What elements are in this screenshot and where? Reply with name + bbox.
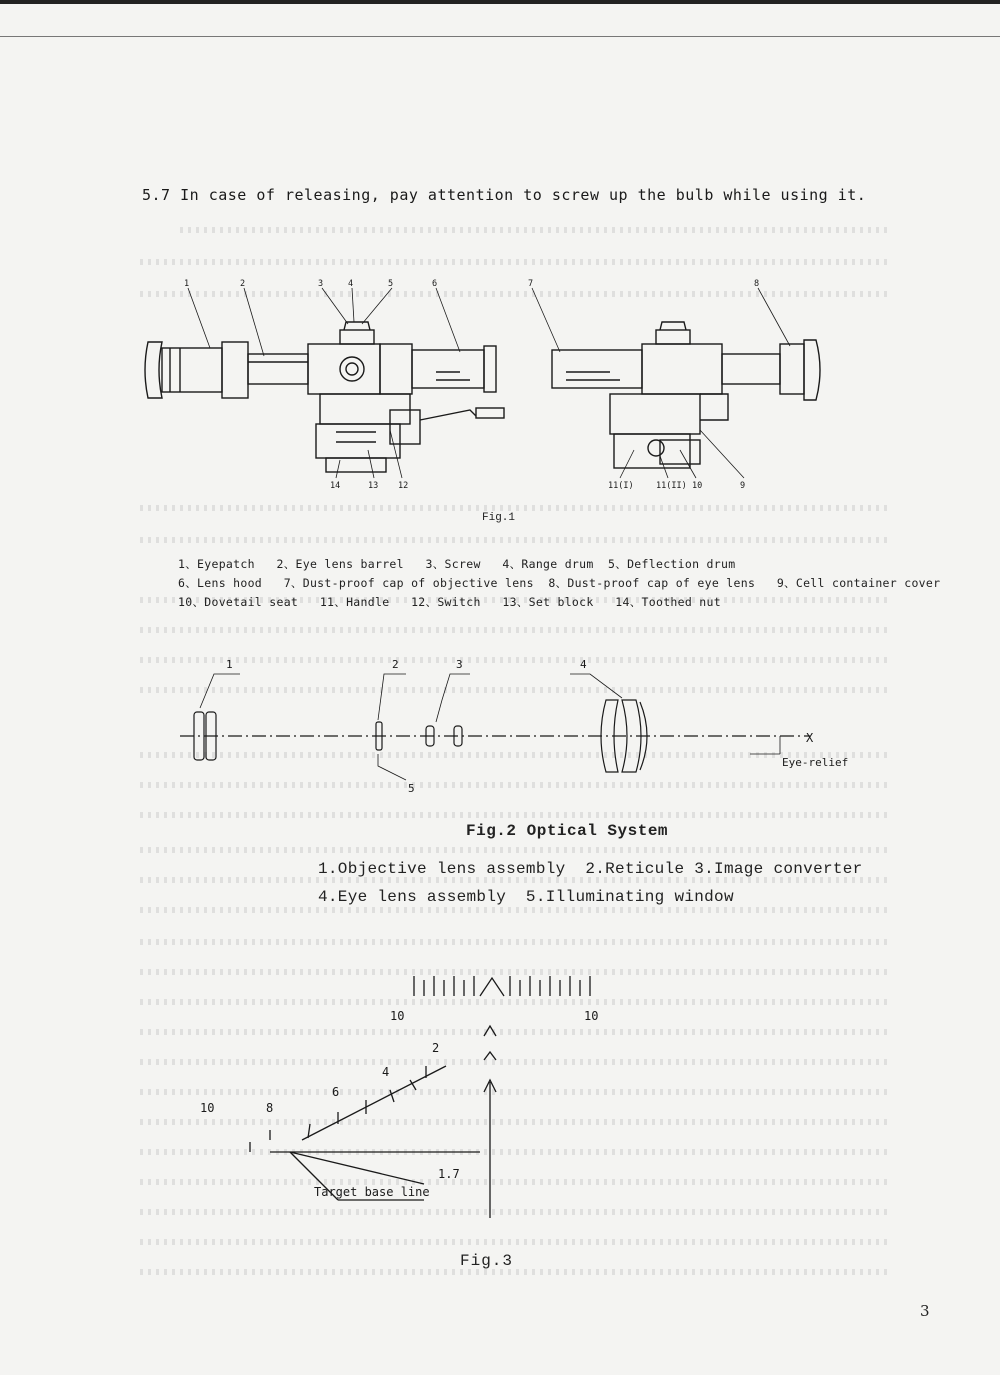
fig1-callout-10: 10: [692, 481, 703, 491]
fig1-legend-line-3: 10、Dovetail seat 11、Handle 12、Switch 13、Set block 14、Toothed nut: [178, 595, 721, 609]
fig2-legend-line-2: 4.Eye lens assembly 5.Illuminating window: [318, 888, 734, 906]
fig2-optical-diagram: [170, 650, 890, 810]
fig3-range-10: 10: [200, 1101, 215, 1115]
fig1-callout-9: 9: [740, 481, 746, 491]
fig2-axis-x: X: [806, 731, 814, 745]
fig1-callout-3: 3: [318, 279, 324, 289]
instruction-5-7: 5.7 In case of releasing, pay attention to screw up the bulb while using it.: [142, 186, 867, 204]
deflection-scale: [414, 976, 590, 996]
fig1-callout-12: 12: [398, 481, 409, 491]
fig2-callout-2: 2: [392, 658, 399, 671]
fig3-base-value: 1.7: [438, 1167, 460, 1181]
fig2-callout-3: 3: [456, 658, 463, 671]
fig1-callout-11-i: 11(I): [608, 481, 634, 491]
fig1-callout-11-ii: 11(II): [656, 481, 687, 491]
fig3-scale-label-left: 10: [390, 1009, 405, 1023]
header-rule: [0, 36, 1000, 37]
fig1-caption: Fig.1: [482, 512, 516, 524]
fig1-legend-line-2: 6、Lens hood 7、Dust-proof cap of objective lens 8、Dust-proof cap of eye lens 9、Cell container cover: [178, 576, 941, 590]
fig1-callout-4: 4: [348, 279, 354, 289]
fig1-callout-8: 8: [754, 279, 760, 289]
fig1-callout-6: 6: [432, 279, 438, 289]
fig1-callout-13: 13: [368, 481, 379, 491]
page-number: 3: [920, 1302, 930, 1320]
fig2-eye-relief: Eye-relief: [782, 756, 849, 769]
fig3-reticle-diagram: [190, 968, 670, 1228]
fig1-callout-14: 14: [330, 481, 341, 491]
scan-edge: [0, 0, 1000, 4]
fig3-caption: Fig.3: [460, 1252, 514, 1270]
fig2-callout-1: 1: [226, 658, 233, 671]
fig3-range-8: 8: [266, 1101, 274, 1115]
fig1-callout-1: 1: [184, 279, 190, 289]
fig3-scale-label-right: 10: [584, 1009, 599, 1023]
fig1-callout-5: 5: [388, 279, 394, 289]
fig2-legend-line-1: 1.Objective lens assembly 2.Reticule 3.Image converter: [318, 860, 863, 878]
fig2-callout-5: 5: [408, 782, 415, 795]
fig1-legend-line-1: 1、Eyepatch 2、Eye lens barrel 3、Screw 4、Range drum 5、Deflection drum: [178, 557, 736, 571]
fig3-range-2: 2: [432, 1041, 440, 1055]
fig1-callout-7: 7: [528, 279, 534, 289]
fig2-caption: Fig.2 Optical System: [466, 822, 669, 840]
fig2-callout-4: 4: [580, 658, 587, 671]
eyepatch-shape: [145, 342, 162, 398]
fig1-scope-drawing: [140, 270, 840, 500]
fig3-base-label: Target base line: [314, 1185, 430, 1199]
fig1-callout-2: 2: [240, 279, 246, 289]
fig3-range-4: 4: [382, 1065, 390, 1079]
fig3-range-6: 6: [332, 1085, 340, 1099]
